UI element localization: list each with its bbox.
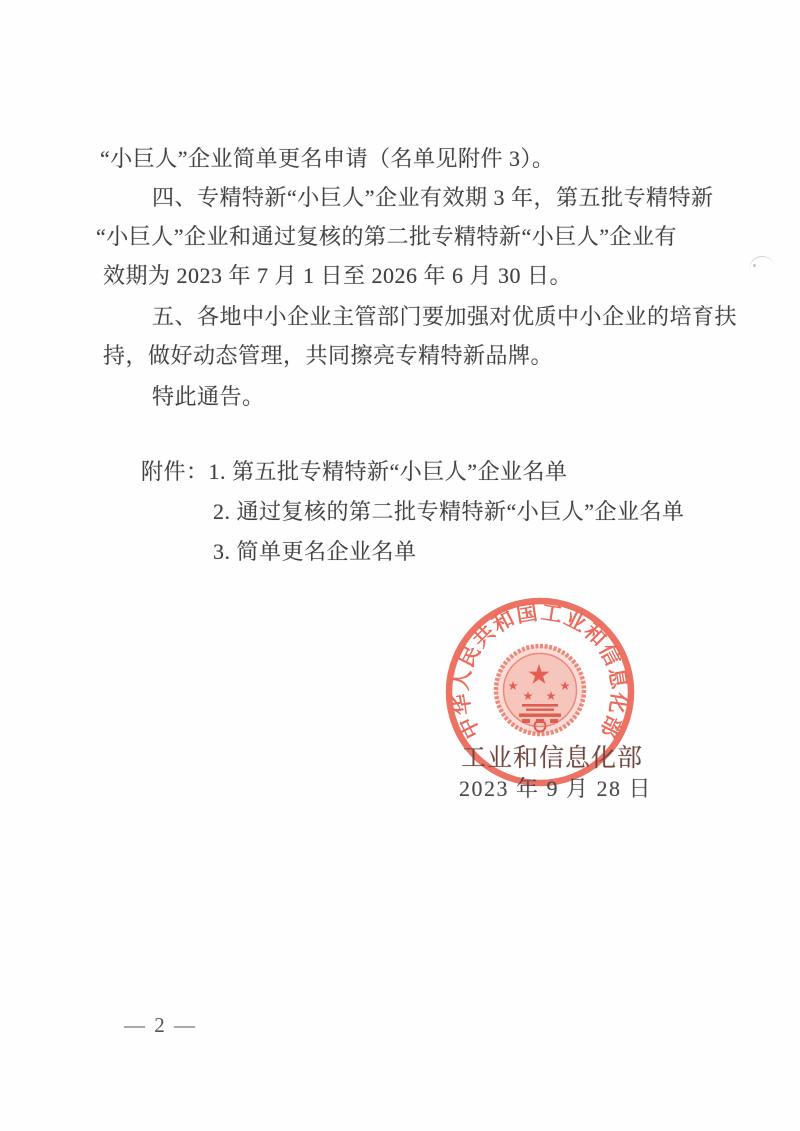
attachment-line: 附件：1. 第五批专精特新“小巨人”企业名单 bbox=[141, 459, 568, 484]
body-line: 五、各地中小企业主管部门要加强对优质中小企业的培育扶 bbox=[152, 304, 738, 329]
body-line: 效期为 2023 年 7 月 1 日至 2026 年 6 月 30 日。 bbox=[103, 263, 573, 288]
attachment-line: 2. 通过复核的第二批专精特新“小巨人”企业名单 bbox=[213, 499, 685, 524]
document-date: 2023 年 9 月 28 日 bbox=[459, 776, 653, 801]
body-line: 特此通告。 bbox=[152, 384, 265, 409]
seal-ring-text: 中华人民共和国工业和信息化部 bbox=[448, 600, 632, 743]
body-line: 持，做好动态管理，共同擦亮专精特新品牌。 bbox=[103, 343, 554, 368]
page-number: — 2 — bbox=[124, 1013, 197, 1037]
body-line: “小巨人”企业简单更名申请（名单见附件 3）。 bbox=[100, 146, 555, 171]
attachment-line: 3. 简单更名企业名单 bbox=[213, 539, 417, 564]
issuing-authority-signature: 工业和信息化部 bbox=[461, 745, 644, 772]
scan-artifact-mark bbox=[747, 253, 775, 271]
body-line: 四、专精特新“小巨人”企业有效期 3 年，第五批专精特新 bbox=[152, 185, 714, 210]
body-line: “小巨人”企业和通过复核的第二批专精特新“小巨人”企业有 bbox=[96, 224, 678, 249]
national-emblem-icon bbox=[496, 646, 584, 734]
scan-artifact-speck bbox=[753, 264, 756, 267]
